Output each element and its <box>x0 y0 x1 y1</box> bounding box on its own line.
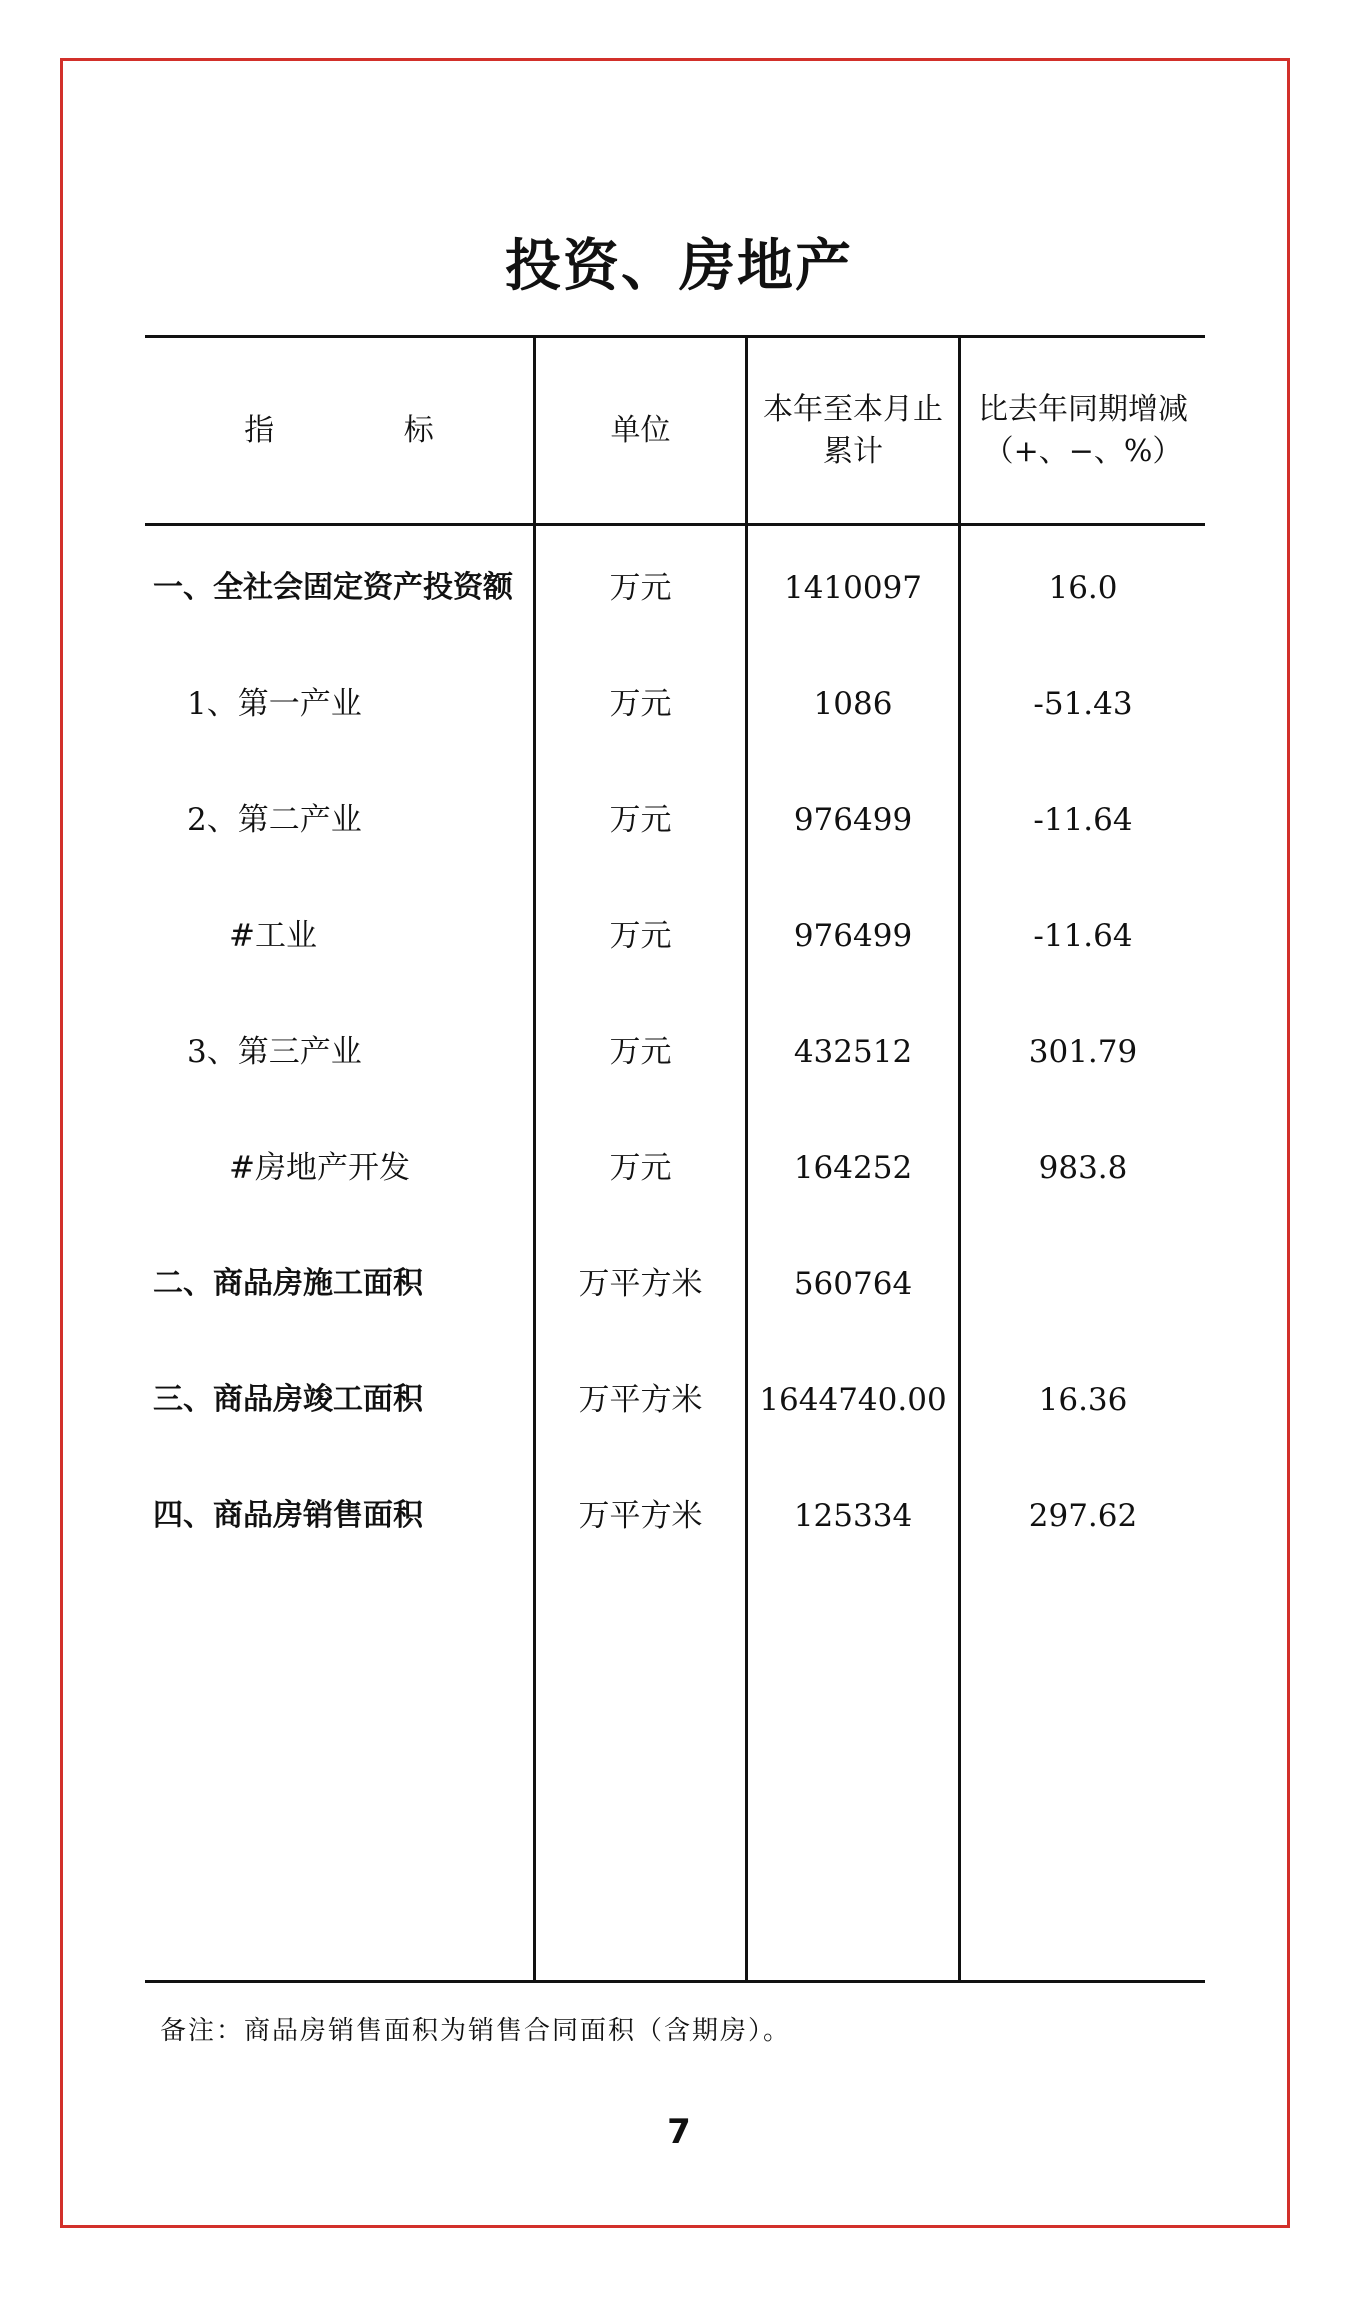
row-indicator-name: 一、全社会固定资产投资额 <box>153 570 513 605</box>
row-indicator-name: #工业 <box>229 918 317 954</box>
page-title: 投资、房地产 <box>505 234 853 299</box>
row-cumulative-value: 432512 <box>793 1034 913 1070</box>
row-indicator-name: 四、商品房销售面积 <box>153 1498 423 1533</box>
row-indicator-name: 1、第一产业 <box>187 686 362 722</box>
row-change-percent: -51.43 <box>1033 686 1133 722</box>
table-header <box>145 338 1205 526</box>
table-row <box>145 674 1205 734</box>
row-change-percent: 16.0 <box>1048 570 1118 606</box>
table-row <box>145 1138 1205 1198</box>
table-row <box>145 1486 1205 1546</box>
row-unit: 万元 <box>609 686 672 722</box>
row-cumulative-value: 1644740.00 <box>759 1382 947 1418</box>
row-unit: 万平方米 <box>578 1382 703 1418</box>
row-cumulative-value: 164252 <box>793 1150 913 1186</box>
row-cumulative-value: 1410097 <box>783 570 923 606</box>
row-cumulative-value: 560764 <box>793 1266 913 1302</box>
header-indicator <box>145 338 533 523</box>
row-change-percent: 297.62 <box>1028 1498 1138 1534</box>
row-indicator-name: 2、第二产业 <box>187 802 362 838</box>
row-cumulative-value: 976499 <box>793 918 913 954</box>
row-cumulative-value: 976499 <box>793 802 913 838</box>
row-change-percent: 983.8 <box>1038 1150 1128 1186</box>
row-change-percent: 301.79 <box>1028 1034 1138 1070</box>
row-change-percent: -11.64 <box>1033 918 1133 954</box>
table-row <box>145 1370 1205 1430</box>
header-change-line2: （+、−、%） <box>983 433 1183 469</box>
row-change-percent: -11.64 <box>1033 802 1133 838</box>
row-indicator-name: 三、商品房竣工面积 <box>153 1382 423 1417</box>
row-cumulative-value: 1086 <box>813 686 893 722</box>
row-unit: 万元 <box>609 570 672 606</box>
row-change-percent <box>961 1254 1205 1314</box>
row-indicator-name: 3、第三产业 <box>187 1034 362 1070</box>
row-change-percent: 16.36 <box>1038 1382 1128 1418</box>
header-cumulative-line2: 累计 <box>823 433 883 469</box>
row-unit: 万平方米 <box>578 1498 703 1534</box>
header-unit: 单位 <box>610 412 671 448</box>
footnote: 备注：商品房销售面积为销售合同面积（含期房）。 <box>160 2016 792 2046</box>
statistics-table <box>145 335 1205 1983</box>
table-row <box>145 1254 1205 1314</box>
row-unit: 万元 <box>609 918 672 954</box>
row-indicator-name: #房地产开发 <box>229 1150 410 1186</box>
row-unit: 万元 <box>609 1034 672 1070</box>
row-indicator-name: 二、商品房施工面积 <box>153 1266 423 1301</box>
row-unit: 万元 <box>609 802 672 838</box>
table-row <box>145 790 1205 850</box>
table-row <box>145 906 1205 966</box>
header-change-line1: 比去年同期增减 <box>978 391 1188 427</box>
header-indicator-label: 指 标 <box>244 412 494 448</box>
header-change <box>961 338 1205 523</box>
table-row <box>145 1022 1205 1082</box>
row-cumulative-value: 125334 <box>793 1498 913 1534</box>
table-row <box>145 558 1205 618</box>
row-unit: 万元 <box>609 1150 672 1186</box>
page-number: 7 <box>667 2112 691 2152</box>
row-unit: 万平方米 <box>578 1266 703 1302</box>
header-cumulative-line1: 本年至本月止 <box>763 391 943 427</box>
header-cumulative <box>748 338 958 523</box>
